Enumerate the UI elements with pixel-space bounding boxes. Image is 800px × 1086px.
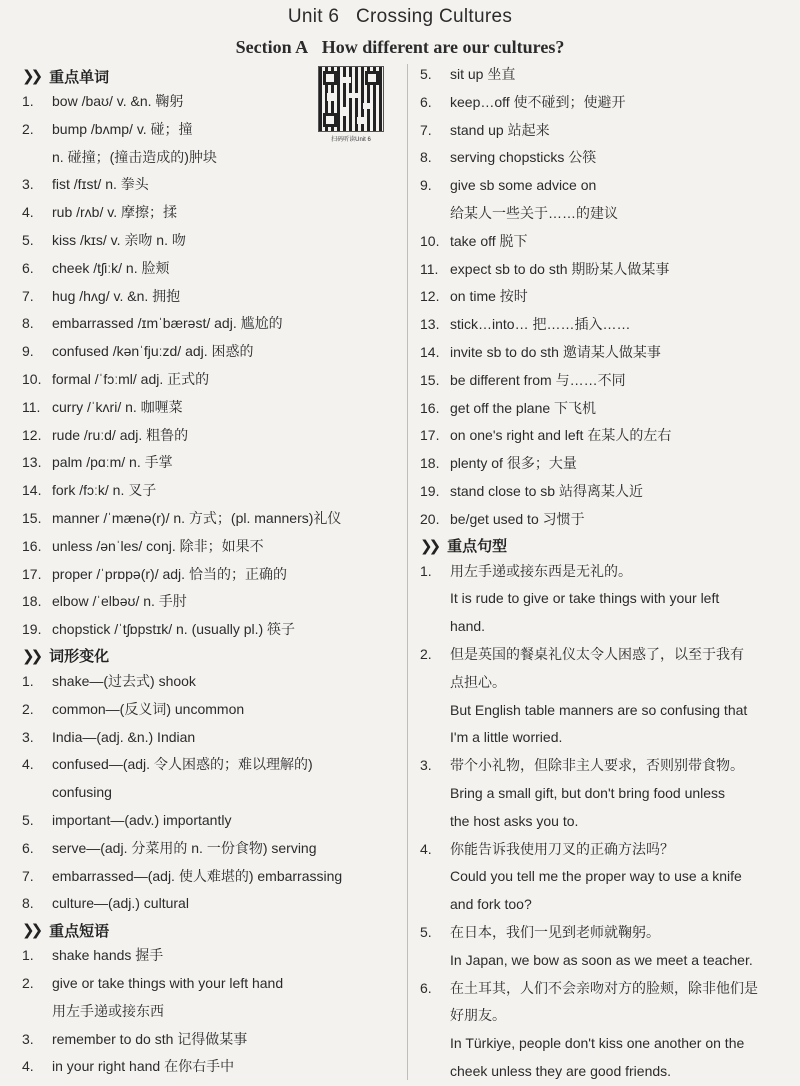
item-number: 9.: [22, 343, 34, 360]
item-number: 17.: [22, 565, 42, 582]
list-item: [420, 117, 782, 145]
item-number: 16.: [22, 537, 42, 554]
item-number: 18.: [420, 455, 440, 472]
item-text: confused—(adj. 令人困惑的；难以理解的): [52, 756, 313, 773]
item-number: 20.: [420, 510, 440, 527]
list-item: [420, 256, 782, 284]
item-number: 18.: [22, 593, 42, 610]
item-text: bow /baʊ/ v. &n. 鞠躬: [52, 93, 184, 109]
item-number: 15.: [22, 509, 42, 526]
item-text: shake—(过去式) shook: [52, 672, 196, 689]
item-text: rub /rʌb/ v. 摩擦；揉: [52, 204, 177, 221]
sentence-chinese-cont: 好朋友。: [450, 1007, 506, 1024]
item-text: formal /ˈfɔːml/ adj. 正式的: [52, 370, 210, 387]
list-item-continuation: confusing: [52, 784, 112, 801]
item-number: 12.: [22, 426, 42, 443]
double-chevron-icon: ❯❯: [22, 922, 40, 940]
item-text: take off 脱下: [450, 232, 528, 249]
item-text: keep…off 使不碰到；使避开: [450, 93, 626, 110]
item-text: get off the plane 下飞机: [450, 399, 597, 416]
list-item: [420, 478, 782, 506]
sentence-chinese: 在土耳其，人们不会亲吻对方的脸颊，除非他们是: [450, 979, 758, 996]
section-heading-forms: [22, 644, 400, 668]
forms-list: [22, 668, 400, 918]
item-number: 17.: [420, 427, 440, 444]
item-text: cheek /tʃiːk/ n. 脸颊: [52, 259, 170, 276]
item-text: important—(adv.) importantly: [52, 811, 232, 828]
sentence-item: [420, 836, 782, 864]
sentence-item: [420, 641, 782, 669]
list-item: [22, 171, 400, 199]
item-number: 4.: [420, 840, 432, 857]
list-item: [22, 505, 400, 533]
list-item: [420, 61, 782, 89]
item-text: bump /bʌmp/ v. 碰；撞: [52, 120, 193, 137]
item-text: be/get used to 习惯于: [450, 510, 585, 527]
item-text: give sb some advice on: [450, 177, 597, 194]
right-column: [420, 64, 782, 1086]
list-item: [420, 395, 782, 423]
phrases-list-left: [22, 942, 400, 1081]
section-title: [0, 34, 800, 60]
sentence-english: But English table manners are so confusing that: [450, 701, 748, 718]
sentence-chinese: 带个小礼物，但除非主人要求，否则别带食物。: [450, 757, 744, 774]
item-number: 19.: [22, 621, 42, 638]
sentences-list: [420, 558, 782, 1086]
list-item: [22, 751, 400, 779]
unit-number: Unit 6: [287, 6, 340, 27]
list-item: [420, 450, 782, 478]
item-text: common—(反义词) uncommon: [52, 700, 245, 717]
list-item: [420, 367, 782, 395]
item-text: give or take things with your left hand: [52, 974, 284, 991]
list-item: [22, 1026, 400, 1054]
sentence-english: In Türkiye, people don't kiss one another on the: [450, 1035, 745, 1052]
item-text: kiss /kɪs/ v. 亲吻 n. 吻: [52, 231, 186, 248]
item-number: 7.: [22, 867, 34, 884]
list-item: [420, 283, 782, 311]
sentence-item: [420, 919, 782, 947]
item-number: 4.: [22, 1058, 34, 1075]
list-item: [22, 422, 400, 450]
unit-title: [0, 4, 800, 30]
item-number: 5.: [420, 923, 432, 940]
list-item: [22, 477, 400, 505]
item-number: 6.: [420, 979, 432, 996]
sentence-english: Could you tell me the proper way to use a knife: [450, 868, 742, 885]
item-number: 1.: [420, 562, 432, 579]
sentence-english-cont: and fork too?: [450, 896, 532, 913]
item-number: 10.: [22, 370, 42, 387]
list-item: [420, 172, 782, 200]
item-number: 9.: [420, 177, 432, 194]
item-text: chopstick /ˈtʃɒpstɪk/ n. (usually pl.) 筷子: [52, 621, 296, 638]
item-number: 6.: [22, 259, 34, 276]
sentence-item: [420, 752, 782, 780]
item-text: proper /ˈprɒpə(r)/ adj. 恰当的；正确的: [52, 565, 287, 582]
item-text: fist /fɪst/ n. 拳头: [52, 176, 149, 193]
list-item: [22, 116, 400, 144]
list-item: [420, 228, 782, 256]
double-chevron-icon: ❯❯: [22, 68, 40, 85]
list-item: [22, 588, 400, 616]
section-heading-sentences: [420, 534, 782, 558]
item-number: 19.: [420, 482, 440, 499]
list-item: [22, 310, 400, 338]
sentence-chinese: 但是英国的餐桌礼仪太令人困惑了，以至于我有: [450, 645, 744, 662]
sentence-chinese: 用左手递或接东西是无礼的。: [450, 562, 632, 579]
list-item: [22, 338, 400, 366]
item-text: fork /fɔːk/ n. 叉子: [52, 482, 157, 499]
item-number: 3.: [22, 728, 34, 745]
item-text: embarrassed /ɪmˈbærəst/ adj. 尴尬的: [52, 315, 283, 332]
section-question: How different are our cultures?: [321, 37, 565, 57]
item-number: 5.: [420, 66, 432, 82]
item-text: on one's right and left 在某人的左右: [450, 427, 672, 444]
item-text: on time 按时: [450, 288, 528, 305]
list-item: [22, 1053, 400, 1081]
unit-name: Crossing Cultures: [356, 6, 513, 27]
list-item: [22, 394, 400, 422]
item-text: plenty of 很多；大量: [450, 455, 577, 472]
item-text: culture—(adj.) cultural: [52, 895, 189, 912]
item-text: embarrassed—(adj. 使人难堪的) embarrassing: [52, 867, 343, 884]
item-number: 12.: [420, 288, 440, 305]
item-number: 14.: [22, 482, 42, 499]
item-number: 8.: [420, 149, 432, 166]
item-text: confused /kənˈfjuːzd/ adj. 困惑的: [52, 343, 254, 360]
item-number: 4.: [22, 756, 34, 773]
sentence-chinese-cont: 点担心。: [450, 673, 506, 690]
item-number: 14.: [420, 343, 440, 360]
item-number: 2.: [22, 700, 34, 717]
sentence-chinese: 在日本，我们一见到老师就鞠躬。: [450, 923, 660, 940]
sentence-english-cont: the host asks you to.: [450, 812, 579, 829]
list-item: [420, 89, 782, 117]
heading-label: 重点句型: [447, 538, 508, 556]
item-text: sit up 坐直: [450, 66, 516, 82]
item-number: 2.: [420, 645, 432, 662]
item-number: 5.: [22, 231, 34, 248]
list-item: [22, 88, 400, 116]
double-chevron-icon: ❯❯: [22, 647, 40, 665]
list-item-continuation: 给某人一些关于……的建议: [450, 204, 618, 221]
item-number: 3.: [420, 757, 432, 774]
list-item-continuation: n. 碰撞；(撞击造成的)肿块: [52, 148, 217, 165]
section-heading-phrases: [22, 918, 400, 942]
item-number: 8.: [22, 315, 34, 332]
column-divider: [407, 64, 408, 1080]
sentence-english-cont: hand.: [450, 618, 486, 635]
item-number: 13.: [22, 454, 42, 471]
item-number: 6.: [22, 839, 34, 856]
item-text: serve—(adj. 分菜用的 n. 一份食物) serving: [52, 839, 317, 856]
page-header: [0, 4, 800, 60]
list-item: [22, 533, 400, 561]
qr-caption: 扫码听读Unit 6: [331, 137, 371, 143]
item-number: 8.: [22, 895, 34, 912]
list-item: [22, 668, 400, 696]
item-text: hug /hʌɡ/ v. &n. 拥抱: [52, 287, 181, 304]
sentence-english-cont: I'm a little worried.: [450, 729, 563, 746]
sentence-english: Bring a small gift, but don't bring food unless: [450, 784, 726, 801]
item-number: 5.: [22, 811, 34, 828]
item-text: in your right hand 在你右手中: [52, 1058, 235, 1075]
item-number: 10.: [420, 232, 440, 249]
item-number: 7.: [22, 287, 34, 304]
section-heading-vocab: [22, 64, 400, 88]
vocab-list: [22, 88, 400, 644]
item-number: 1.: [22, 672, 34, 689]
section-label: Section A: [235, 37, 309, 57]
list-item-continuation: 用左手递或接东西: [52, 1002, 164, 1019]
list-item: [22, 561, 400, 589]
item-text: rude /ruːd/ adj. 粗鲁的: [52, 426, 189, 443]
list-item: [22, 970, 400, 998]
list-item: [420, 506, 782, 534]
list-item: [420, 311, 782, 339]
sentence-item: [420, 558, 782, 586]
sentence-english: It is rude to give or take things with your left: [450, 590, 720, 607]
item-number: 13.: [420, 316, 440, 333]
item-text: be different from 与……不同: [450, 371, 626, 388]
item-text: invite sb to do sth 邀请某人做某事: [450, 343, 661, 360]
list-item: [22, 807, 400, 835]
list-item: [22, 724, 400, 752]
item-text: stand up 站起来: [450, 121, 550, 138]
item-text: unless /ənˈles/ conj. 除非；如果不: [52, 537, 264, 554]
item-number: 11.: [22, 398, 41, 415]
double-chevron-icon: ❯❯: [420, 537, 438, 555]
item-text: serving chopsticks 公筷: [450, 149, 597, 166]
sentence-english-cont: cheek unless they are good friends.: [450, 1062, 672, 1079]
item-number: 4.: [22, 204, 34, 221]
sentence-chinese: 你能告诉我使用刀叉的正确方法吗？: [450, 840, 674, 857]
phrases-list-right: [420, 61, 782, 534]
sentence-item: [420, 975, 782, 1003]
list-item: [22, 366, 400, 394]
item-text: manner /ˈmænə(r)/ n. 方式；(pl. manners)礼仪: [52, 509, 342, 526]
list-item: [22, 863, 400, 891]
item-text: shake hands 握手: [52, 947, 164, 964]
item-number: 2.: [22, 974, 34, 991]
list-item: [22, 616, 400, 644]
list-item: [420, 144, 782, 172]
item-number: 1.: [22, 93, 34, 109]
item-text: curry /ˈkʌri/ n. 咖喱菜: [52, 398, 183, 415]
item-number: 6.: [420, 93, 432, 110]
heading-label: 词形变化: [49, 648, 110, 666]
list-item: [420, 339, 782, 367]
item-text: stand close to sb 站得离某人近: [450, 482, 643, 499]
item-number: 2.: [22, 120, 34, 137]
list-item: [22, 890, 400, 918]
list-item: [22, 283, 400, 311]
item-text: expect sb to do sth 期盼某人做某事: [450, 260, 670, 277]
item-number: 3.: [22, 176, 34, 193]
item-text: India—(adj. &n.) Indian: [52, 728, 196, 745]
item-text: stick…into… 把……插入……: [450, 316, 631, 333]
left-column: [22, 64, 400, 1081]
item-number: 3.: [22, 1030, 34, 1047]
item-number: 11.: [420, 260, 439, 277]
item-number: 7.: [420, 121, 432, 138]
list-item: [22, 227, 400, 255]
list-item: [22, 449, 400, 477]
item-text: palm /pɑːm/ n. 手掌: [52, 454, 173, 471]
sentence-english: In Japan, we bow as soon as we meet a teacher.: [450, 951, 753, 968]
list-item: [22, 696, 400, 724]
item-number: 1.: [22, 947, 34, 964]
list-item: [420, 422, 782, 450]
heading-label: 重点单词: [49, 68, 110, 86]
item-text: elbow /ˈelbəʊ/ n. 手肘: [52, 593, 187, 610]
item-number: 16.: [420, 399, 440, 416]
list-item: [22, 255, 400, 283]
list-item: [22, 199, 400, 227]
list-item: [22, 942, 400, 970]
item-text: remember to do sth 记得做某事: [52, 1030, 248, 1047]
list-item: [22, 835, 400, 863]
heading-label: 重点短语: [49, 922, 110, 940]
item-number: 15.: [420, 371, 440, 388]
